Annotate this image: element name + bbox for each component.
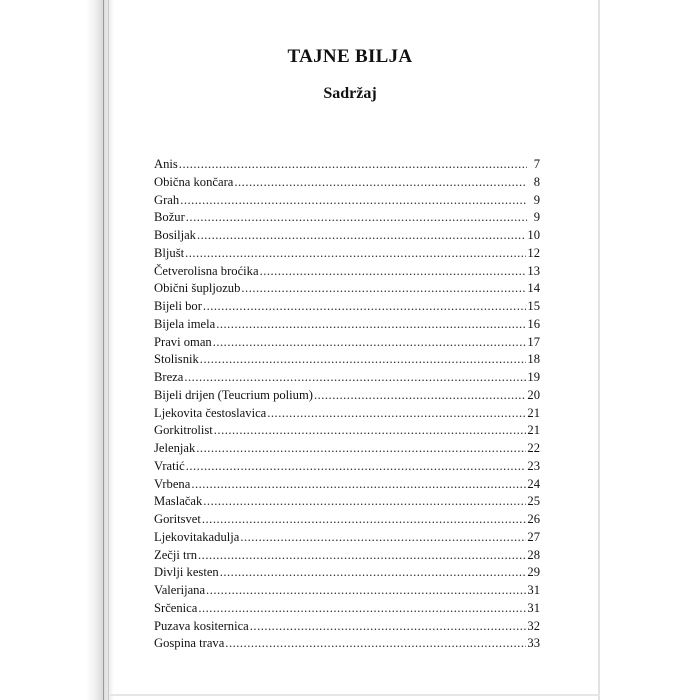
toc-entry: [154, 600, 540, 618]
toc-entry: [154, 156, 540, 174]
toc-dot-leader: [197, 227, 526, 245]
toc-dot-leader: [198, 600, 526, 618]
toc-dot-leader: [202, 511, 527, 529]
toc-entry-page-number: 29: [527, 565, 540, 580]
binding-edge-line-inner: [108, 0, 109, 700]
toc-entry: [154, 174, 540, 192]
toc-entry: [154, 422, 540, 440]
book-title: TAJNE BILJA: [287, 46, 413, 67]
toc-entry-title: Pravi oman: [154, 334, 212, 349]
toc-entry-title: Zečji trn: [154, 547, 198, 562]
toc-entry-page-number: 10: [527, 228, 540, 242]
toc-entry-page-number: 19: [527, 370, 540, 384]
toc-dot-leader: [267, 405, 526, 423]
toc-entry-title: Vratić: [154, 458, 185, 473]
toc-entry-page-number: 31: [527, 583, 540, 597]
toc-dot-leader: [240, 529, 526, 547]
toc-dot-leader: [200, 351, 527, 369]
toc-entry-title: Anis: [154, 157, 178, 171]
toc-entry-page-number: 7: [533, 157, 540, 171]
toc-entry: [154, 209, 540, 227]
toc-entry-title: Maslačak: [154, 494, 203, 509]
toc-entry: [154, 334, 540, 352]
toc-dot-leader: [213, 334, 527, 352]
toc-entry-title: Puzava kositernica: [154, 618, 249, 633]
toc-entry-title: Bosiljak: [154, 228, 196, 242]
toc-entry-title: Goritsvet: [154, 512, 201, 526]
toc-entry-title: Divlji kesten: [154, 565, 219, 580]
toc-entry: [154, 564, 540, 582]
table-of-contents: [154, 156, 540, 653]
toc-entry: [154, 316, 540, 334]
toc-dot-leader: [241, 280, 526, 298]
toc-entry-title: Obična končara: [154, 174, 234, 189]
toc-entry-title: Božur: [154, 210, 185, 225]
toc-entry-page-number: 21: [527, 423, 540, 438]
toc-entry: [154, 245, 540, 263]
toc-entry-title: Ljekovitakadulja: [154, 529, 240, 544]
toc-dot-leader: [203, 493, 526, 511]
toc-entry: [154, 369, 540, 387]
toc-entry-title: Vrbena: [154, 476, 191, 491]
page-right-edge: [598, 0, 600, 700]
toc-entry-page-number: 9: [533, 192, 540, 207]
toc-entry-title: Četverolisna broćika: [154, 263, 259, 278]
toc-entry-page-number: 22: [527, 441, 540, 455]
toc-entry-page-number: 28: [527, 547, 540, 562]
toc-entry: [154, 458, 540, 476]
toc-entry: [154, 635, 540, 653]
toc-entry: [154, 387, 540, 405]
toc-entry: [154, 547, 540, 565]
toc-dot-leader: [314, 387, 526, 405]
toc-entry-page-number: 12: [527, 245, 540, 260]
toc-entry-page-number: 15: [527, 299, 540, 313]
toc-dot-leader: [198, 547, 526, 565]
toc-entry-page-number: 21: [527, 405, 540, 420]
toc-entry-title: Grah: [154, 192, 180, 207]
toc-dot-leader: [185, 245, 526, 263]
toc-entry: [154, 529, 540, 547]
toc-entry: [154, 476, 540, 494]
toc-entry-page-number: 18: [527, 352, 540, 367]
toc-entry: [154, 192, 540, 210]
toc-dot-leader: [206, 582, 526, 600]
toc-dot-leader: [186, 209, 527, 227]
toc-dot-leader: [196, 440, 526, 458]
toc-dot-leader: [179, 156, 527, 174]
toc-dot-leader: [214, 422, 527, 440]
toc-dot-leader: [250, 618, 527, 636]
toc-dot-leader: [234, 174, 527, 192]
toc-entry-page-number: 27: [527, 529, 540, 544]
toc-entry-page-number: 24: [527, 476, 540, 491]
toc-dot-leader: [225, 635, 526, 653]
section-title: Sadržaj: [323, 85, 377, 102]
toc-entry-page-number: 14: [527, 281, 540, 296]
toc-entry: [154, 618, 540, 636]
toc-entry-page-number: 9: [533, 210, 540, 225]
toc-entry-title: Jelenjak: [154, 441, 196, 455]
toc-dot-leader: [220, 564, 527, 582]
page-bottom-edge: [110, 694, 600, 696]
toc-dot-leader: [216, 316, 526, 334]
toc-entry-title: Bljušt: [154, 245, 185, 260]
toc-entry-title: Gorkitrolist: [154, 423, 213, 438]
toc-entry-title: Ljekovita čestoslavica: [154, 405, 267, 420]
toc-dot-leader: [186, 458, 527, 476]
toc-entry: [154, 405, 540, 423]
toc-entry-page-number: 17: [527, 334, 540, 349]
toc-entry-title: Bijeli drijen (Teucrium polium): [154, 387, 313, 402]
binding-edge-line: [103, 0, 104, 700]
toc-entry-page-number: 20: [527, 387, 540, 402]
toc-entry-title: Bijeli bor: [154, 299, 202, 313]
book-binding-shadow: [86, 0, 114, 700]
toc-entry: [154, 227, 540, 245]
toc-dot-leader: [203, 298, 526, 316]
toc-entry: [154, 351, 540, 369]
toc-entry: [154, 511, 540, 529]
toc-entry-page-number: 33: [527, 636, 540, 651]
toc-entry: [154, 298, 540, 316]
toc-entry-page-number: 16: [527, 316, 540, 331]
toc-entry-title: Valerijana: [154, 583, 206, 597]
toc-entry-page-number: 13: [527, 263, 540, 278]
toc-entry: [154, 582, 540, 600]
toc-entry-title: Gospina trava: [154, 636, 225, 651]
toc-entry-title: Bijela imela: [154, 316, 216, 331]
toc-entry-page-number: 25: [527, 494, 540, 509]
toc-entry: [154, 440, 540, 458]
toc-entry: [154, 280, 540, 298]
toc-entry-page-number: 8: [533, 174, 540, 189]
toc-dot-leader: [191, 476, 526, 494]
toc-entry-title: Stolisnik: [154, 352, 199, 367]
toc-entry-title: Breza: [154, 370, 184, 384]
toc-entry-title: Srčenica: [154, 600, 198, 615]
toc-entry-page-number: 26: [527, 512, 540, 526]
toc-entry: [154, 263, 540, 281]
toc-entry: [154, 493, 540, 511]
toc-entry-page-number: 23: [527, 458, 540, 473]
toc-entry-page-number: 31: [527, 600, 540, 615]
toc-dot-leader: [260, 263, 527, 281]
toc-dot-leader: [180, 192, 527, 210]
toc-entry-title: Obični šupljozub: [154, 281, 241, 296]
toc-entry-page-number: 32: [527, 618, 540, 633]
toc-dot-leader: [184, 369, 526, 387]
